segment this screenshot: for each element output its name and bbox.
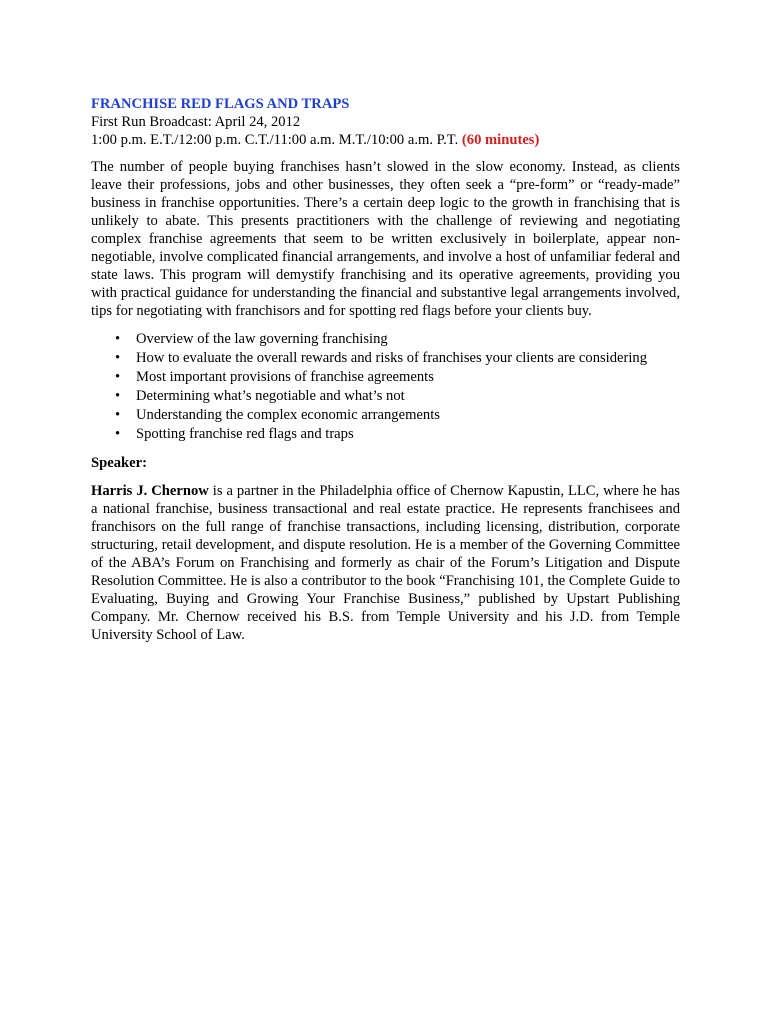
topic-item <box>91 349 680 368</box>
topic-item <box>91 330 680 349</box>
bullet-icon: • <box>115 407 121 423</box>
bullet-icon: • <box>115 369 121 385</box>
program-description: The number of people buying franchises hasn’t slowed in the slow economy. Instead, as clients leave their professions, jobs and other businesses, they often seek a “pre-form” or “ready-made” business in franchise opportunities. There’s a certain deep logic to the growth in franchising that is unlikely to abate. This presents practitioners with the challenge of reviewing and negotiating complex franchise agreements that seem to be written exclusively in boilerplate, appear non-negotiable, involve complicated financial arrangements, and involve a host of unfamiliar federal and state laws. This program will demystify franchising and its operative agreements, providing you with practical guidance for understanding the financial and substantive legal arrangements involved, tips for negotiating with franchisors and for spotting red flags before your clients buy. <box>91 159 680 319</box>
topic-text: Spotting franchise red flags and traps <box>136 426 354 442</box>
speaker-heading: Speaker: <box>91 455 147 471</box>
speaker-bio-text: is a partner in the Philadelphia office of Chernow Kapustin, LLC, where he has a national franchise, business transactional and real estate practice. He represents franchisees and franchisors on the full range of franchise transactions, including licensing, distribution, corporate structuring, retail development, and dispute resolution. He is a member of the Governing Committee of the ABA’s Forum on Franchising and formerly as chair of the Forum’s Litigation and Dispute Resolution Committee. He is also a contributor to the book “Franchising 101, the Complete Guide to Evaluating, Buying and Growing Your Franchise Business,” published by Upstart Publishing Company. Mr. Chernow received his B.S. from Temple University and his J.D. from Temple University School of Law. <box>91 483 680 643</box>
topic-text: Determining what’s negotiable and what’s not <box>136 388 405 404</box>
duration-label: (60 minutes) <box>461 132 540 148</box>
speaker-name: Harris J. Chernow <box>91 483 209 499</box>
bullet-icon: • <box>115 331 121 347</box>
broadcast-times <box>91 131 680 149</box>
bullet-icon: • <box>115 350 121 366</box>
topic-item <box>91 425 680 444</box>
topic-item <box>91 387 680 406</box>
topic-item <box>91 368 680 387</box>
topic-text: Understanding the complex economic arrangements <box>136 407 440 423</box>
topic-text: Overview of the law governing franchising <box>136 331 388 347</box>
topic-text: How to evaluate the overall rewards and risks of franchises your clients are considering <box>136 350 648 366</box>
topic-item <box>91 406 680 425</box>
broadcast-date: First Run Broadcast: April 24, 2012 <box>91 114 301 130</box>
document-page <box>91 95 680 644</box>
document-title: FRANCHISE RED FLAGS AND TRAPS <box>91 96 350 112</box>
bullet-icon: • <box>115 388 121 404</box>
speaker-bio <box>91 482 680 644</box>
topic-text: Most important provisions of franchise agreements <box>136 369 434 385</box>
topic-list <box>91 330 680 444</box>
bullet-icon: • <box>115 426 121 442</box>
time-zones: 1:00 p.m. E.T./12:00 p.m. C.T./11:00 a.m. M.T./10:00 a.m. P.T. <box>91 132 459 148</box>
